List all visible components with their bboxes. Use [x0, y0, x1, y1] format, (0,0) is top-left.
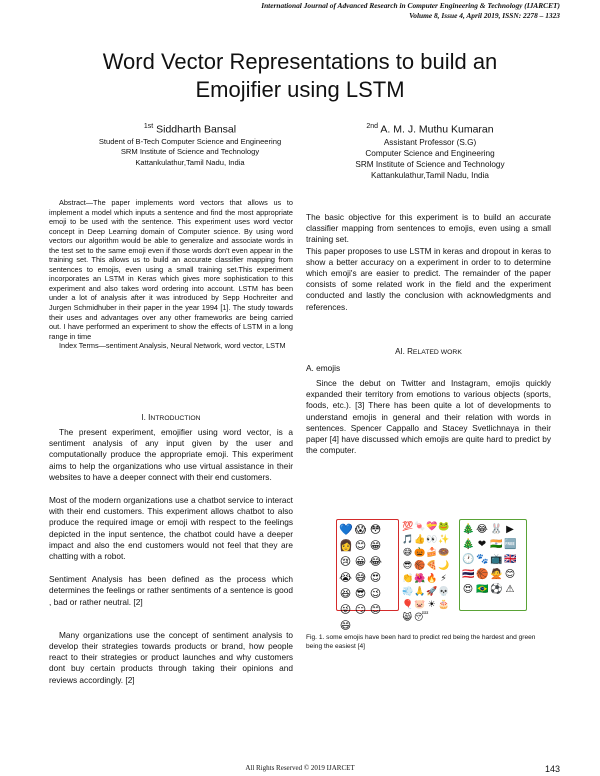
emoji-red-box-7: 😀	[354, 555, 367, 568]
title-line-2: Emojifier using LSTM	[195, 77, 405, 102]
emoji-mid-box-25: 🐷	[414, 600, 426, 610]
emoji-green-box-13: 🏀	[476, 569, 489, 580]
emoji-mid-box-15: 🌙	[438, 561, 450, 571]
emoji-green-box-4: 🎄	[462, 539, 475, 550]
figure-caption: Fig. 1. some emojis have been hard to predict red being the hardest and green being the easiest [4]	[306, 634, 536, 650]
emoji-mid-box-11: 🍩	[438, 548, 450, 558]
emoji-mid-box-3: 🐸	[438, 522, 450, 532]
emoji-red-box-0: 💙	[339, 523, 353, 536]
figure-emoji-grid	[336, 517, 528, 632]
emoji-mid-box-29: 😴	[414, 613, 429, 623]
author-1-affiliation: Student of B-Tech Computer Science and Engineering	[98, 136, 282, 146]
right-column-intro	[306, 212, 551, 313]
emoji-mid-box-19: ⚡	[440, 574, 447, 584]
title-line-1: Word Vector Representations to build an	[102, 49, 498, 74]
emoji-mid-box-6: 👀	[426, 535, 438, 545]
author-2	[330, 120, 530, 181]
emoji-mid-box-24: 🎈	[402, 600, 414, 610]
author-2-department: Computer Science and Engineering	[365, 148, 495, 158]
journal-name: International Journal of Advanced Research in Computer Engineering & Technology (IJARCET)	[261, 1, 560, 10]
emoji-mid-box-22: 🚀	[426, 587, 438, 597]
abstract	[49, 198, 293, 351]
paragraph: The present experiment, emojifier using word vector, is a sentiment analysis of any input given by the user and computationally produce the appropriate emoji. This experiment aims to help the organizations who use virtual assistance in their websites to have a deeper connect with their end customers.	[49, 427, 293, 482]
emoji-green-box-3: ▶	[506, 524, 514, 535]
emoji-red-box-4: 😊	[354, 539, 367, 552]
emoji-mid-box-21: 🙏	[414, 587, 426, 597]
section-1-heading: I. INTRODUCTION	[141, 413, 201, 422]
author-2-location: Kattankulathur,Tamil Nadu, India	[371, 170, 489, 180]
emoji-green-box-10: 📺	[490, 554, 503, 565]
paragraph: Sentiment Analysis has been defined as the process which determines the feelings or rather sentiments of a sentence is good , bad or rather neutral. [2]	[49, 574, 293, 607]
emoji-red-box-12: 😆	[339, 587, 352, 600]
emoji-mid-box-5: 👍	[414, 535, 426, 545]
emoji-green-box-1: 😂	[476, 524, 488, 535]
emoji-red-box-3: 👩	[339, 539, 353, 552]
emoji-red-box-18: 😄	[339, 619, 352, 632]
journal-header	[261, 1, 560, 21]
emoji-green-box-0: 🎄	[462, 524, 475, 535]
emoji-green-box-19: ⚠	[505, 584, 515, 595]
emoji-red-box-15: 😜	[339, 603, 352, 616]
emoji-red-box-5: 😁	[369, 539, 382, 552]
paragraph: Most of the modern organizations use a chatbot service to interact with their end customers. This experiment allows chatbot to also produce the required image or emoji with respect to the feelings depicted in the input sentence, the chatbot could have a deeper impact and also the end customers would not feel that they are chatting with a robot.	[49, 495, 293, 562]
emoji-mid-box-28: 😸	[402, 613, 413, 623]
easy-emojis-box	[459, 519, 527, 611]
emoji-red-box-10: 😅	[354, 571, 367, 584]
paragraph: Since the debut on Twitter and Instagram, emojis quickly expanded their territory from emotions to various objects (sports, foods, etc.). [3] There has been quite a lot of developments to understand emojis in general and their relation with words in sentences. Spencer Cappallo and Stacey Svetlichnaya in their paper [4] have discussed which emojis are quite hard to predict by the computer.	[306, 378, 551, 456]
emoji-mid-box-7: ✨	[438, 535, 450, 545]
author-2-institute: SRM Institute of Science and Technology	[355, 159, 505, 169]
emoji-mid-box-27: 🎂	[438, 600, 450, 610]
emoji-green-box-6: 🇮🇳	[490, 539, 503, 550]
emoji-red-box-9: 😭	[339, 571, 352, 584]
abstract-text: Abstract—The paper implements word vectors that allows us to implement a model which inputs a sentence and find the most appropriate emoji to be used with the sentence. This experiment uses word vector concept in Deep Learning domain of Computer science. By using word vectors our algorithm would be able to generalize and associate words in the test set to the same emoji even if those words don't even appear in the training set. This allows us to build an accurate classifier mapping from sentences to emojis, even using a small training set.This experiment incorporates an LSTM in Keras which gives more sophistication to this experiment and also takes word ordering into account. LSTM has been under a lot of analysis after it was introduced by Sepp Hochreiter and Jurgen Schmidhuber in their paper in the year 1994 [1]. The study towards their uses and advantages over any other frameworks are being carried out. I have performed an experiment to show the effects of LSTM in a long range in time	[49, 198, 293, 341]
emoji-green-box-5: ❤	[477, 539, 487, 550]
author-2-ordinal: 2nd	[366, 123, 379, 130]
emoji-mid-box-14: 🍕	[426, 561, 438, 571]
emoji-green-box-14: 🙅	[490, 569, 503, 580]
section-1-body	[49, 427, 293, 686]
emoji-green-box-9: 🐾	[476, 554, 489, 565]
emoji-mid-box-8: 😅	[402, 548, 413, 558]
emoji-mid-box-2: 💝	[426, 522, 438, 532]
emoji-green-box-2: 🐰	[490, 524, 503, 535]
emoji-mid-box-23: 💀	[438, 587, 450, 597]
paragraph: This paper proposes to use LSTM in keras and dropout in keras to show a better accuracy on a experiment in order to to determine which emoji's are easier to predict. The remainder of the paper consists of some related work in the field and the experiment conducted and lastly the conclusion with acknowledgments and references.	[306, 245, 551, 312]
emoji-mid-box-0: 💯	[402, 522, 414, 532]
emoji-red-box-11: 😍	[369, 571, 382, 584]
author-1	[75, 120, 305, 168]
emoji-mid-box-18: 🔥	[426, 574, 438, 584]
emoji-green-box-8: 🕐	[462, 554, 475, 565]
footer-rights: All Rights Reserved © 2019 IJARCET	[245, 764, 355, 772]
emoji-red-box-14: 😉	[369, 587, 382, 600]
emoji-green-box-16: 😍	[462, 584, 474, 595]
emoji-red-box-8: 😂	[369, 555, 382, 568]
emoji-green-box-18: ⚽	[490, 584, 503, 595]
emoji-mid-box-9: 🎃	[414, 548, 426, 558]
emoji-mid-box-12: 😎	[402, 561, 413, 571]
emoji-red-box-1: 😱	[354, 523, 367, 536]
emoji-green-box-11: 🇬🇧	[504, 554, 517, 565]
page-number: 143	[544, 764, 560, 774]
section-2-heading: AI. RELATED WORK	[395, 347, 462, 356]
hard-emojis-box	[336, 519, 399, 632]
emoji-mid-box-4: 🎵	[402, 535, 414, 545]
author-1-name: Siddharth Bansal	[153, 123, 237, 136]
emoji-mid-box-16: 👏	[402, 574, 414, 584]
emoji-red-box-16: 😏	[354, 603, 367, 616]
author-1-institute: SRM Institute of Science and Technology	[120, 147, 260, 156]
paragraph: Many organizations use the concept of sentiment analysis to develop their strategies towards products or brand, how people react to their strategies or product launches and why customers dont buy certain products through taking their opinions and reviews accordingly. [2]	[49, 629, 293, 685]
emoji-green-box-12: 🇹🇭	[462, 569, 475, 580]
section-2-body	[306, 378, 551, 456]
emoji-mid-box-13: 🏀	[414, 561, 426, 571]
paper-title	[40, 48, 560, 104]
paragraph: The basic objective for this experiment is to build an accurate classifier mapping from sentences to emojis, even using a small training set.	[306, 212, 551, 245]
author-2-name: A. M. J. Muthu Kumaran	[378, 123, 494, 136]
emoji-mid-box-20: 💨	[402, 587, 414, 597]
emoji-green-box-17: 🇧🇷	[476, 584, 489, 595]
author-2-title: Assistant Professor (S.G)	[383, 137, 477, 147]
author-1-ordinal: 1st	[143, 123, 154, 130]
emoji-red-box-13: 😎	[354, 587, 367, 600]
emoji-red-box-2: 😳	[369, 523, 382, 536]
emoji-green-box-7: 🆓	[504, 539, 517, 550]
emoji-red-box-6: 😢	[339, 555, 352, 568]
author-1-location: Kattankulathur,Tamil Nadu, India	[135, 157, 245, 167]
emoji-mid-box-1: 🍬	[414, 522, 426, 532]
emoji-mid-box-17: 🌺	[414, 574, 426, 584]
subsection-heading: A. emojis	[306, 363, 341, 373]
index-terms: Index Terms—sentiment Analysis, Neural Network, word vector, LSTM	[59, 341, 286, 351]
medium-emojis-group	[402, 521, 458, 623]
emoji-mid-box-10: 🍰	[426, 548, 438, 558]
emoji-mid-box-26: ☀	[427, 600, 436, 610]
journal-volume: Volume 8, Issue 4, April 2019, ISSN: 2278 – 1323	[409, 11, 560, 20]
emoji-red-box-17: 😊	[369, 603, 382, 616]
emoji-green-box-15: 😊	[504, 569, 516, 580]
